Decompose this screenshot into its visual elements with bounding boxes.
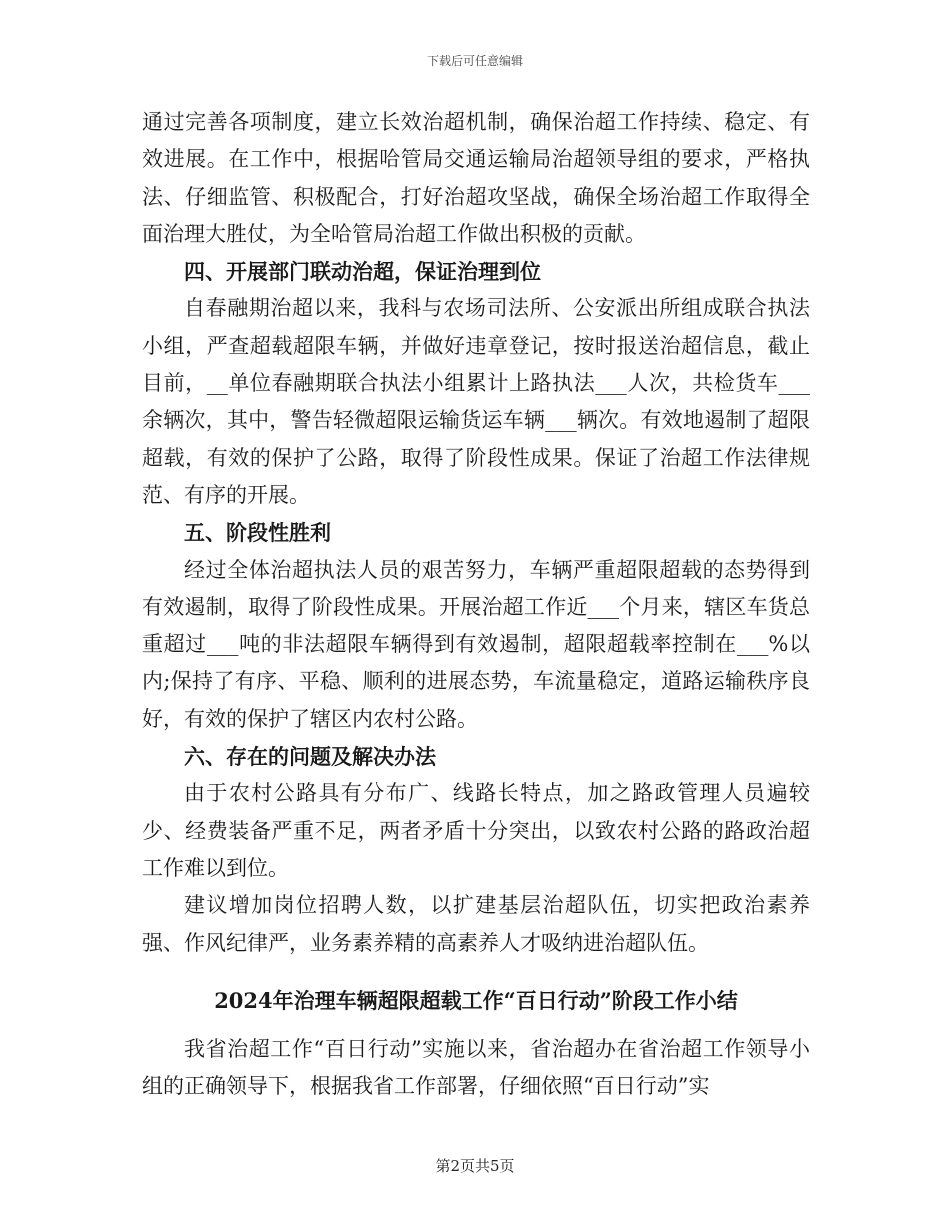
paragraph-continuation: 通过完善各项制度，建立长效治超机制，确保治超工作持续、稳定、有效进展。在工作中，根据哈管局交通运输局治超领导组的要求，严格执法、仔细监管、积极配合，打好治超攻坚战，确保全场治超工作取得全面治理大胜仗，为全哈管局治超工作做出积极的贡献。 [142,110,810,246]
paragraph-joint-enforcement: 自春融期治超以来，我科与农场司法所、公安派出所组成联合执法小组，严查超载超限车辆，并做好违章登记，按时报送治超信息，截止目前，__单位春融期联合执法小组累计上路执法___人次，共检货车___余辆次，其中，警告轻微超限运输货运车辆___辆次。有效地遏制了超限超载，有效的保护了公路，取得了阶段性成果。保证了治超工作法律规范、有序的开展。 [142,296,810,507]
page-header: 下载后可任意编辑 [426,54,523,68]
document-body [142,104,810,1106]
paragraph-stage-results: 经过全体治超执法人员的艰苦努力，车辆严重超限超载的态势得到有效遏制，取得了阶段性成果。开展治超工作近___个月来，辖区车货总重超过___吨的非法超限车辆得到有效遏制，超限超载率控制在___%以内;保持了有序、平稳、顺利的进展态势，车流量稳定，道路运输秩序良好，有效的保护了辖区内农村公路。 [142,557,810,731]
section-heading-5: 五、阶段性胜利 [184,520,331,546]
document-title: 2024年治理车辆超限超载工作“百日行动”阶段工作小结 [214,987,738,1013]
section-heading-6: 六、存在的问题及解决办法 [184,744,436,770]
section-heading-4: 四、开展部门联动治超，保证治理到位 [184,259,541,285]
paragraph-suggestions: 建议增加岗位招聘人数，以扩建基层治超队伍，切实把政治素养强、作风纪律严，业务素养精的高素养人才吸纳进治超队伍。 [142,893,810,955]
paragraph-problems: 由于农村公路具有分布广、线路长特点，加之路政管理人员遍较少、经费装备严重不足，两者矛盾十分突出，以致农村公路的路政治超工作难以到位。 [142,781,810,880]
paragraph-intro: 我省治超工作“百日行动”实施以来，省治超办在省治超工作领导小组的正确领导下，根据我省工作部署，仔细依照“百日行动”实 [142,1037,810,1099]
page-footer: 第2页共5页 [435,1157,515,1175]
